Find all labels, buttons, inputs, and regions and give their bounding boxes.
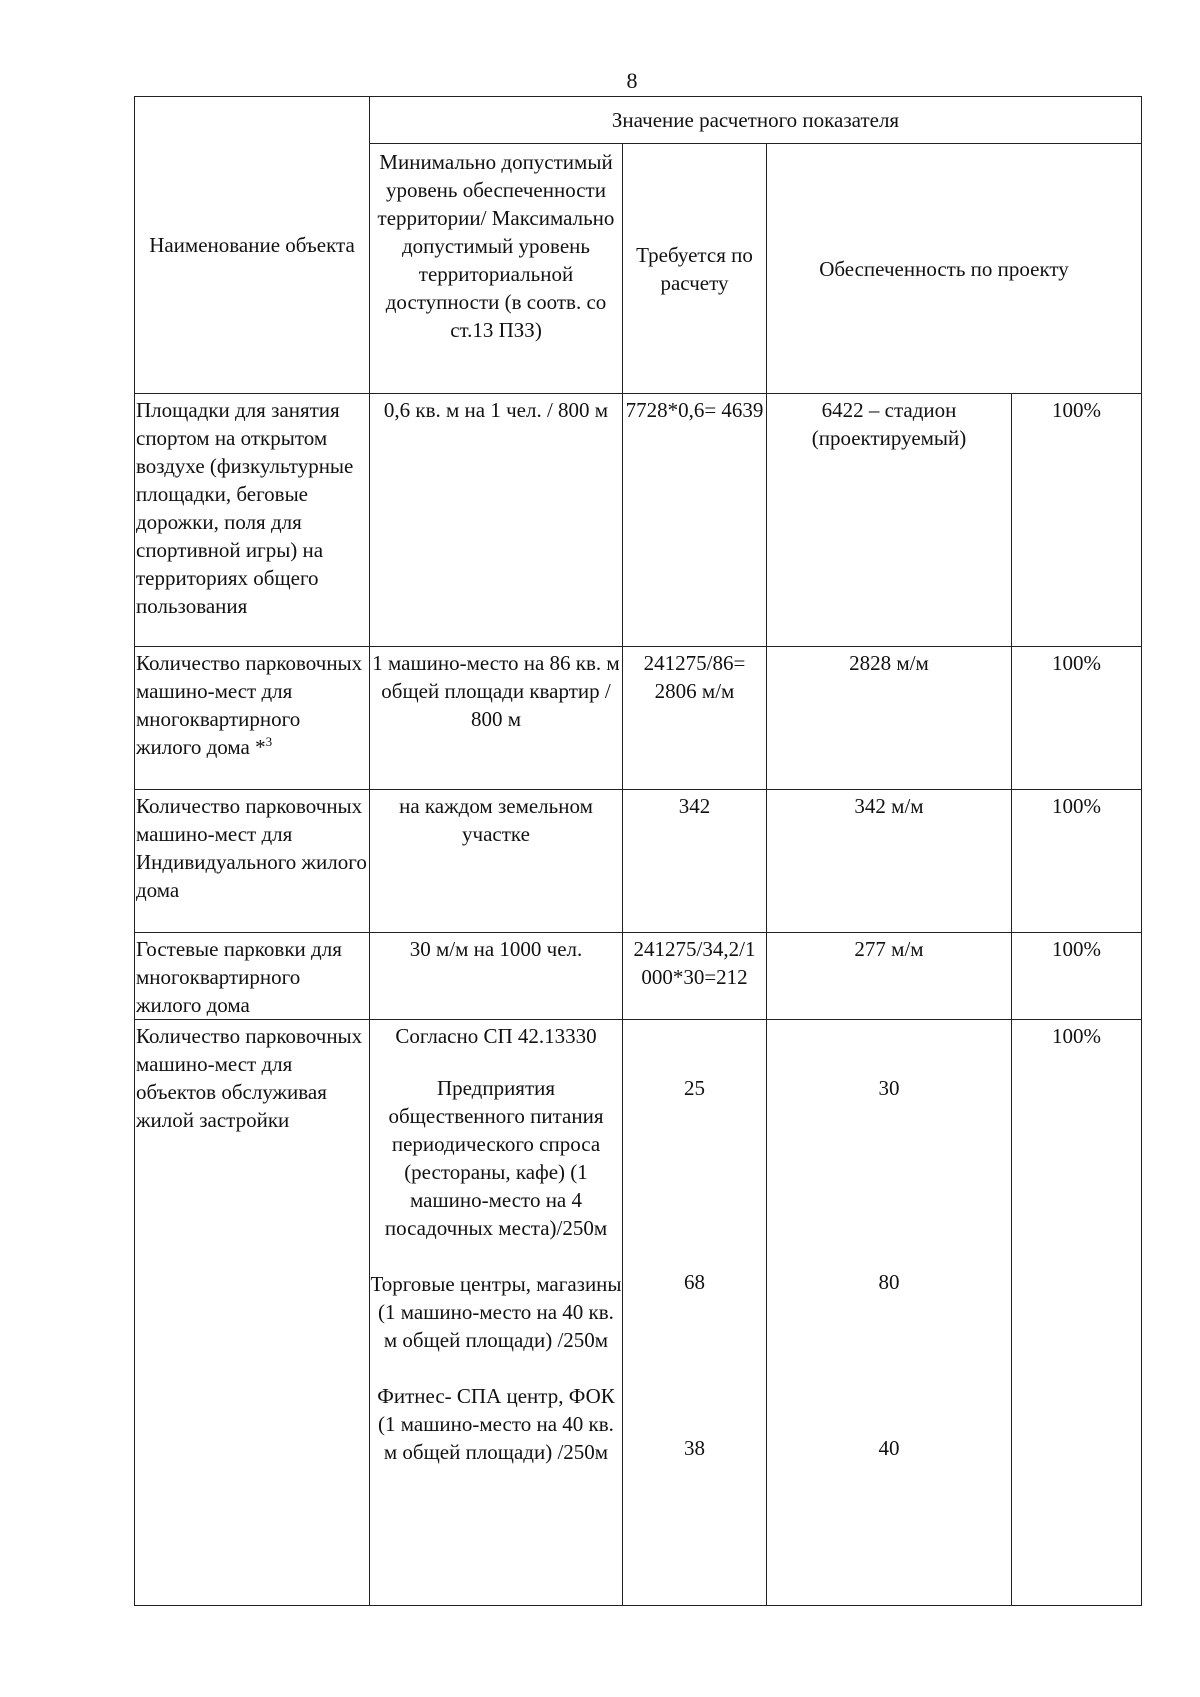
row-provided: 6422 – стадион (проектируемый) (811, 398, 967, 450)
row-percent: 100% (1052, 398, 1101, 422)
row-required: 241275/34,2/1 000*30=212 (633, 937, 756, 989)
row-required-cell (623, 1020, 767, 1606)
row-required-cell (623, 933, 767, 1020)
header-min-level (370, 144, 623, 394)
row-norm-cell (370, 394, 623, 647)
row-required-cell (623, 790, 767, 933)
row-percent: 100% (1052, 1024, 1101, 1048)
row-norm-cell (370, 1020, 623, 1606)
row-percent-cell (1012, 647, 1142, 790)
row-name: Количество парковочных машино-мест для объектов обслуживая жилой застройки (136, 1024, 363, 1132)
row-provided-cell (767, 790, 1012, 933)
header-object-name-text: Наименование объекта (149, 233, 355, 257)
table-row (135, 647, 1142, 790)
header-row-group (135, 97, 1142, 144)
row-percent: 100% (1052, 937, 1101, 961)
row-provided: 342 м/м (854, 794, 924, 818)
row-required-cell (623, 647, 767, 790)
header-required-text: Требуется по расчету (636, 242, 753, 295)
row-required: 241275/86= 2806 м/м (643, 651, 746, 703)
row-provided: 2828 м/м (849, 651, 929, 675)
row-norm-cell (370, 790, 623, 933)
row-provided-cell (767, 647, 1012, 790)
row-provided-cell (767, 933, 1012, 1020)
row-percent-cell (1012, 1020, 1142, 1606)
row-norm: 1 машино-место на 86 кв. м общей площади квартир / 800 м (372, 651, 620, 731)
row-percent-cell (1012, 394, 1142, 647)
row-norm-title: Согласно СП 42.13330 (395, 1024, 597, 1048)
sub-item-provided: 40 (878, 1436, 900, 1460)
row-name-cell (135, 933, 370, 1020)
row-norm: на каждом земельном участке (399, 794, 593, 846)
row-percent-cell (1012, 790, 1142, 933)
row-required-cell (623, 394, 767, 647)
row-required: 342 (678, 794, 711, 818)
sub-item-required: 38 (684, 1436, 705, 1460)
row-name: Площадки для занятия спортом на открытом воздухе (физкультурные площадки, беговые дорожки, поля для спортивной игры) на территориях общего пользования (136, 398, 354, 618)
row-provided: 277 м/м (854, 937, 924, 961)
header-required (623, 144, 767, 394)
sub-item-label: Торговые центры, магазины (1 машино-место на 40 кв. м общей площади) /250м (370, 1272, 622, 1352)
header-min-level-text: Минимально допустимый уровень обеспеченности территории/ Максимально допустимый уровень территориальной доступности (в соотв. со ст.13 ПЗЗ) (377, 150, 615, 342)
header-indicator-group (370, 97, 1142, 144)
sub-item-provided: 80 (878, 1270, 900, 1294)
row-provided-cell (767, 1020, 1012, 1606)
row-required: 7728*0,6= 4639 (625, 398, 764, 422)
row-percent: 100% (1052, 794, 1101, 818)
indicator-table (134, 96, 1142, 1606)
header-provided-text: Обеспеченность по проекту (819, 256, 1069, 281)
sub-item-provided: 30 (878, 1076, 900, 1100)
row-norm-cell (370, 933, 623, 1020)
sub-item-required: 68 (684, 1270, 705, 1294)
table-row (135, 1020, 1142, 1606)
row-name-cell (135, 790, 370, 933)
sub-item-label: Предприятия общественного питания периодического спроса (рестораны, кафе) (1 машино-место на 4 посадочных места)/250м (384, 1076, 608, 1240)
table-row (135, 933, 1142, 1020)
table-row (135, 790, 1142, 933)
row-name: Гостевые парковки для многоквартирного жилого дома (136, 937, 342, 1017)
sub-item-required: 25 (684, 1076, 705, 1100)
header-object-name (135, 97, 370, 394)
row-name-cell (135, 1020, 370, 1606)
sub-item-label: Фитнес- СПА центр, ФОК (1 машино-место на 40 кв. м общей площади) /250м (377, 1384, 615, 1464)
row-norm-cell (370, 647, 623, 790)
row-name: Количество парковочных машино-мест для Индивидуального жилого дома (136, 794, 367, 902)
header-indicator-group-text: Значение расчетного показателя (611, 108, 900, 132)
row-name-footnote: 3 (265, 734, 273, 749)
row-name-cell (135, 647, 370, 790)
row-percent: 100% (1052, 651, 1101, 675)
row-norm: 30 м/м на 1000 чел. (409, 937, 583, 961)
page-number: 8 (626, 68, 638, 93)
row-norm: 0,6 кв. м на 1 чел. / 800 м (383, 398, 609, 422)
row-name-cell (135, 394, 370, 647)
row-provided-cell (767, 394, 1012, 647)
row-percent-cell (1012, 933, 1142, 1020)
header-provided (767, 144, 1142, 394)
row-name: Количество парковочных машино-мест для многоквартирного жилого дома * (136, 651, 363, 759)
table-row (135, 394, 1142, 647)
